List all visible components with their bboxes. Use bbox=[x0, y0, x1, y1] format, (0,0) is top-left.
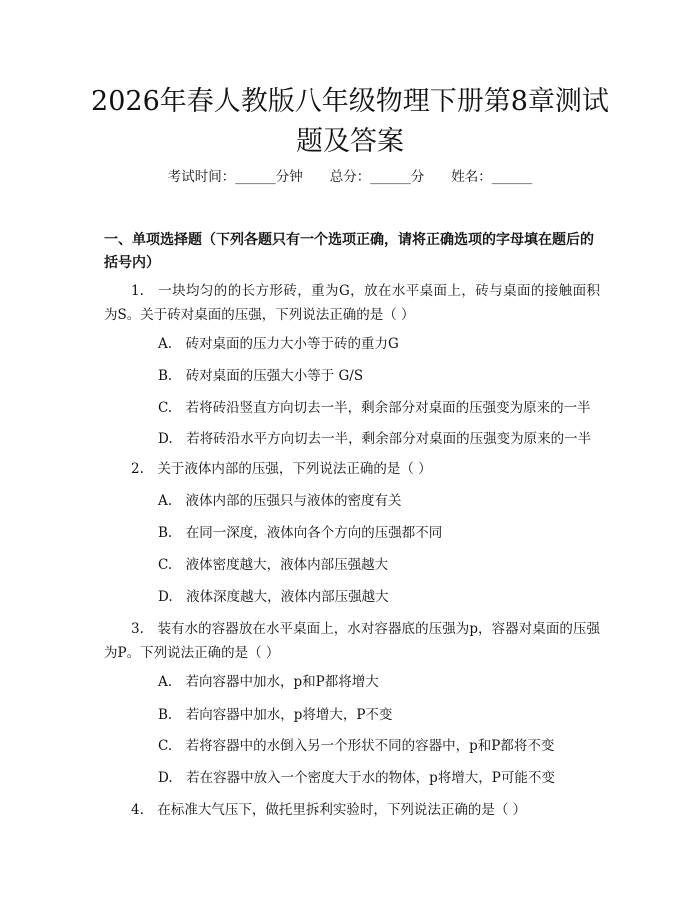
question-2-option-c: C. 液体密度越大，液体内部压强越大 bbox=[158, 557, 389, 573]
question-2-option-d: D. 液体深度越大，液体内部压强越大 bbox=[158, 589, 389, 605]
question-1-option-b: B. 砖对桌面的压强大小等于 G/S bbox=[158, 368, 364, 384]
page-title: 2026年春人教版八年级物理下册第8章测试题及答案 bbox=[91, 86, 609, 157]
question-1-stem: 1. 一块均匀的的长方形砖，重为G，放在水平桌面上，砖与桌面的接触面积为S。关于砖对桌面的压强，下列说法正确的是（ ） bbox=[104, 283, 600, 323]
question-4-stem: 4. 在标准大气压下，做托里拆利实验时，下列说法正确的是（ ） bbox=[131, 802, 527, 818]
question-2-option-b: B. 在同一深度，液体向各个方向的压强都不同 bbox=[158, 525, 443, 541]
question-1-option-d: D. 若将砖沿水平方向切去一半，剩余部分对桌面的压强变为原来的一半 bbox=[158, 431, 592, 447]
question-3-stem: 3. 装有水的容器放在水平桌面上，水对容器底的压强为p，容器对桌面的压强为P。下列说法正确的是（ ） bbox=[104, 621, 600, 661]
question-3-option-c: C. 若将容器中的水倒入另一个形状不同的容器中，p和P都将不变 bbox=[158, 738, 555, 754]
exam-info-line: 考试时间：______分钟 总分：______分 姓名：______ bbox=[167, 169, 533, 185]
question-1-option-a: A. 砖对桌面的压力大小等于砖的重力G bbox=[158, 336, 399, 352]
question-1-option-c: C. 若将砖沿竖直方向切去一半，剩余部分对桌面的压强变为原来的一半 bbox=[158, 400, 591, 416]
section-heading: 一、单项选择题（下列各题只有一个选项正确，请将正确选项的字母填在题后的括号内） bbox=[104, 232, 594, 271]
question-3-option-a: A. 若向容器中加水，p和P都将增大 bbox=[158, 674, 379, 690]
question-3-option-b: B. 若向容器中加水，p将增大，P不变 bbox=[158, 707, 393, 723]
question-3-option-d: D. 若在容器中放入一个密度大于水的物体，p将增大，P可能不变 bbox=[158, 770, 555, 786]
question-2-option-a: A. 液体内部的压强只与液体的密度有关 bbox=[158, 493, 402, 509]
question-2-stem: 2. 关于液体内部的压强，下列说法正确的是（ ） bbox=[131, 461, 432, 477]
